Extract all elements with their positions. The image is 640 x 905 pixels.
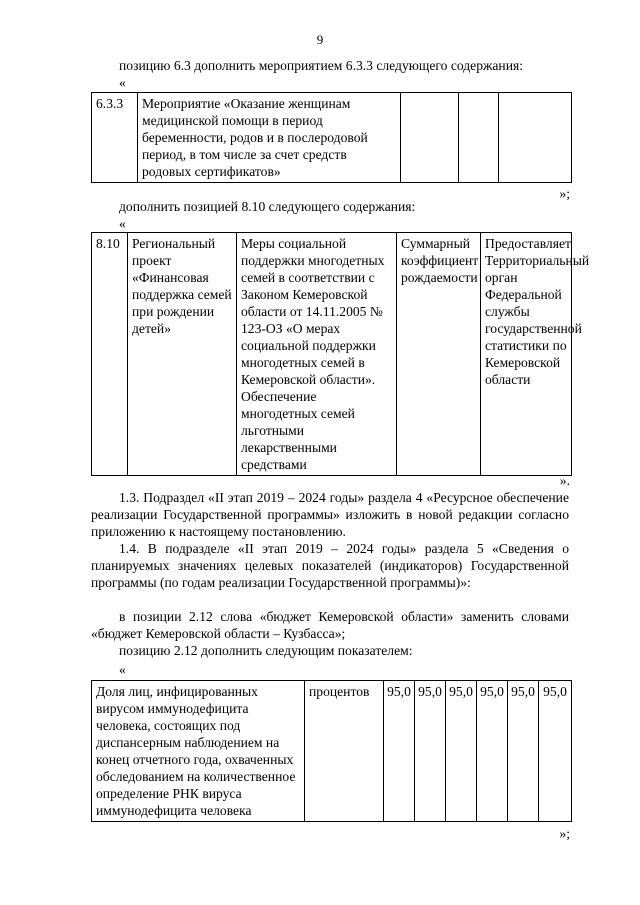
paragraph-2-12-add: позицию 2.12 дополнить следующим показателем: xyxy=(119,643,413,658)
cell-indicator: Суммарный коэффициент рождаемости xyxy=(397,233,481,476)
cell-value: 95,0 xyxy=(477,681,508,822)
cell-empty xyxy=(459,93,499,183)
table-row xyxy=(92,681,572,822)
opening-quote: « xyxy=(119,662,126,677)
paragraph-1-4: 1.4. В подразделе «II этап 2019 – 2024 годы» раздела 5 «Сведения о планируемых значениях целевых показателей (индикаторов) Государственной программы (по годам реализации Государственной программы)»: xyxy=(91,541,569,590)
cell-code: 6.3.3 xyxy=(92,93,138,183)
paragraph-6-3-intro: позицию 6.3 дополнить мероприятием 6.3.3 следующего содержания: xyxy=(119,58,524,73)
cell-code: 8.10 xyxy=(92,233,128,476)
cell-indicator-name: Доля лиц, инфицированных вирусом иммунодефицита человека, состоящих под диспансерным наблюдением на конец отчетного года, охваченных обследованием на количественное определение РНК вируса иммунодефицита человека xyxy=(92,681,305,822)
opening-quote: « xyxy=(119,75,126,90)
paragraph-1-3: 1.3. Подраздел «II этап 2019 – 2024 годы» раздела 4 «Ресурсное обеспечение реализации Государственной программы» изложить в новой редакции согласно приложению к настоящему постановлению. xyxy=(91,490,569,539)
opening-quote: « xyxy=(119,216,126,231)
table-row xyxy=(92,93,572,183)
page-number: 9 xyxy=(316,32,324,47)
cell-project: Региональный проект «Финансовая поддержка семей при рождении детей» xyxy=(128,233,237,476)
cell-empty xyxy=(499,93,572,183)
paragraph-8-10-intro: дополнить позицией 8.10 следующего содержания: xyxy=(119,199,416,214)
cell-empty xyxy=(401,93,459,183)
closing-quote: »; xyxy=(559,186,570,201)
cell-value: 95,0 xyxy=(446,681,477,822)
cell-activity: Мероприятие «Оказание женщинам медицинской помощи в период беременности, родов и в послеродовой период, в том числе за счет средств родовых сертификатов» xyxy=(138,93,401,183)
cell-value: 95,0 xyxy=(384,681,415,822)
cell-value: 95,0 xyxy=(415,681,446,822)
cell-measures: Меры социальной поддержки многодетных семей в соответствии с Законом Кемеровской области от 14.11.2005 № 123-ОЗ «О мерах социальной поддержки многодетных семей в Кемеровской области». Обеспечение многодетных семей льготными лекарственными средствами xyxy=(237,233,397,476)
cell-value: 95,0 xyxy=(539,681,572,822)
table-row xyxy=(92,233,572,476)
table-2-12 xyxy=(91,680,572,822)
closing-quote: »; xyxy=(559,826,570,841)
closing-quote: ». xyxy=(559,473,570,488)
table-6-3-3 xyxy=(91,92,572,183)
table-8-10 xyxy=(91,232,590,476)
cell-value: 95,0 xyxy=(508,681,539,822)
cell-source: Предоставляет Территориальный орган Федеральной службы государственной статистики по Кемеровской области xyxy=(481,233,572,476)
paragraph-2-12-replace: в позиции 2.12 слова «бюджет Кемеровской области» заменить словами «бюджет Кемеровской области – Кузбасса»; xyxy=(91,609,569,641)
cell-unit: процентов xyxy=(305,681,384,822)
